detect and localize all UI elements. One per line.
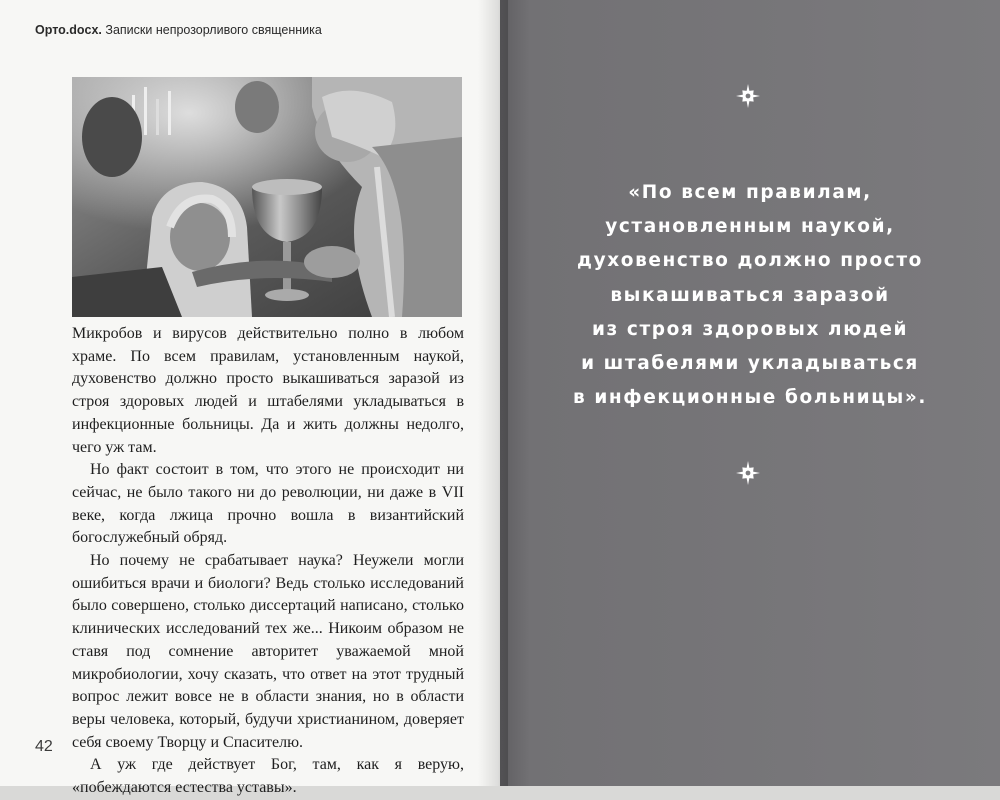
pull-quote: [520, 176, 980, 415]
paragraph: Но почему не срабатывает наука? Неужели могли ошибиться врачи и биологи? Ведь столько исследований было совершено, столько диссертаций написано, столько клинических исследований тех же... Никоим образом не ставя под сомнение авторитет уважаемой мной микробиологии, хочу сказать, что ответ на этот трудный вопрос лежит вовсе не в области знания, но в области веры человека, который, будучи христианином, доверяет себя своему Творцу и Спасителю.: [72, 552, 464, 751]
photo-illustration: [72, 77, 462, 317]
running-header: [35, 23, 322, 37]
ornament-top-icon: [735, 83, 761, 109]
body-text: [72, 323, 464, 800]
paragraph: Микробов и вирусов действительно полно в любом храме. По всем правилам, установленным наукой, духовенство должно просто выкашиваться заразой из строя здоровых людей и штабелями укладываться в инфекционные больницы. Да и жить должны недолго, чего уж там.: [72, 325, 464, 456]
quote-line: установленным наукой,: [605, 216, 895, 238]
ornament-bottom-icon: [735, 460, 761, 486]
quote-line: и штабелями укладываться: [581, 353, 919, 375]
page-number: 42: [35, 738, 53, 755]
quote-line: духовенство должно просто: [577, 250, 923, 272]
quote-line: из строя здоровых людей: [591, 318, 909, 340]
communion-photo: [72, 77, 462, 317]
quote-line: в инфекционные больницы».: [572, 387, 928, 409]
header-subtitle: Записки непрозорливого священника: [105, 23, 322, 37]
book-gutter-shadow: [478, 0, 508, 786]
paragraph: Но факт состоит в том, что этого не происходит ни сейчас, не было такого ни до революции, ни даже в VII веке, когда лжица прочно вошла в византийский богослужебный обряд.: [72, 461, 464, 547]
quote-line: «По всем правилам,: [628, 182, 872, 203]
quote-line: выкашиваться заразой: [610, 284, 890, 306]
paragraph: А уж где действует Бог, там, как я верую, «побеждаются естества уставы».: [72, 756, 464, 797]
header-brand: Орто.docx.: [35, 23, 102, 37]
left-page: [0, 0, 500, 797]
